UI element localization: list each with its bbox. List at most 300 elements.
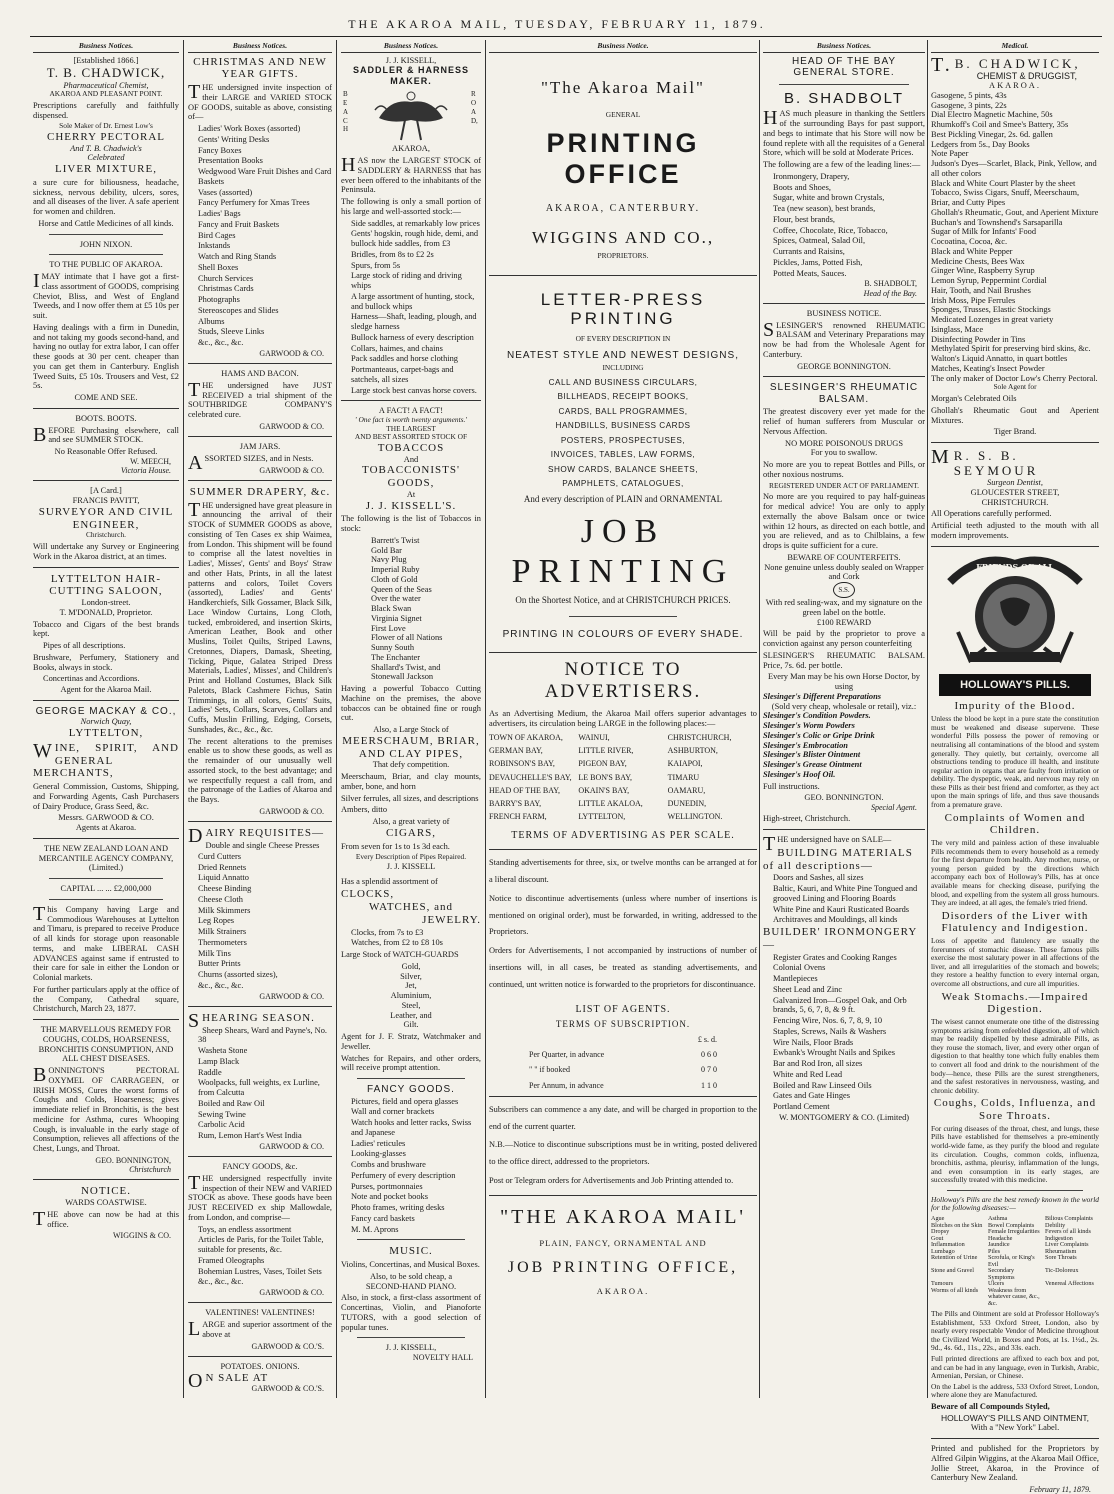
seal-mark (763, 582, 925, 598)
list-item: Wall and corner brackets (351, 1107, 435, 1117)
list-item: Gilt. (403, 1020, 419, 1030)
column-1 (30, 40, 182, 1398)
list-item: Sheep Shears, Ward and Payne's, No. 38 (198, 1025, 328, 1045)
separator (489, 849, 757, 850)
ad-text: HAS much pleasure in thanking the Settlers of the surrounding Bays for past support, and begs to intimate that his Store will now be found replete with all the requisites of a General Store, which will be sold at Moderate Prices. (763, 107, 925, 158)
list-item: Photo frames, writing desks (351, 1203, 445, 1213)
list-item: Churns (assorted sizes), (198, 970, 278, 979)
list-item: Galvanized Iron—Gospel Oak, and Orb brands, 5, 6, 7, 8, & 9 ft. (773, 995, 907, 1015)
ad-heading: COME AND SEE. (74, 393, 138, 403)
list-item: Slesinger's Worm Powders (763, 721, 855, 731)
separator (33, 1019, 179, 1020)
ad-signature: Special Agent. (870, 803, 917, 813)
list-item: Queen of the Seas (371, 584, 432, 594)
disease-name: Scrofula, or King's Evil (988, 1254, 1035, 1268)
ad-text: The following is the list of Tobaccos in stock: (341, 514, 481, 534)
ad-notice (33, 1185, 179, 1240)
list-item: Slesinger's Blister Ointment (763, 750, 861, 760)
column-header: Business Notice. (489, 40, 757, 53)
list-item: Harness—Shaft, leading, plough, and sledge harness (351, 312, 477, 332)
ad-heading: Coughs, Colds, Influenza, and Sore Throats. (933, 1097, 1097, 1123)
list-item: Albums (198, 316, 225, 326)
ad-signature: GARWOOD & CO. (259, 348, 324, 358)
ad-text: Also, a Large Stock of (373, 725, 449, 735)
list-item: Flour, best brands, (773, 214, 836, 224)
ad-heading: J. J. KISSELL'S. (365, 499, 457, 512)
spacer (489, 56, 757, 78)
ad-established: [Established 1866.] (73, 55, 139, 65)
separator (49, 878, 163, 879)
ad-title: GEORGE MACKAY & CO., (35, 705, 177, 717)
ad-signature: GARWOOD & CO. (259, 421, 324, 431)
list-item: A large assortment of hunting, stock, and bullock whips (351, 291, 475, 311)
list-item: Carbolic Acid (198, 1120, 245, 1130)
ad-text: N.B.—Notice to discontinue subscriptions must be in writing, posted delivered to the office direct, addressed to the proprietors. (489, 1140, 757, 1167)
list-item: Rum, Lemon Hart's West India (198, 1131, 302, 1141)
list-item: Steel, (401, 1000, 421, 1010)
ad-fancy-goods-kissell (341, 1084, 481, 1234)
rate-label: Per Quarter, in advance (529, 1049, 605, 1059)
separator (341, 400, 481, 401)
town-name: LE BON'S BAY, (578, 772, 633, 782)
holloway-banner: HOLLOWAY'S PILLS. (939, 674, 1091, 697)
print-service: BILLHEADS, RECEIPT BOOKS, (557, 392, 689, 402)
ad-text: THE above can now be had at this office. (33, 1207, 179, 1230)
ad-text: Unless the blood be kept in a pure state the constitution must be weakened and disease supervene. These wonderful Pills possess the power of removing or neutralising all contaminations of the blood and system generally. They quietly, but certainly, overcome all obstructions tending to produce ill health, and institute regular action in organs that are faulty from irritation or debility. The dyspeptic, weak, and nervous may rely on these Pills as their best friend and comforter, as they act upon the main springs of life, and thus save thousands from a premature grave. (931, 714, 1099, 809)
ad-text: Brushware, Perfumery, Stationery and Books, always in stock. (33, 652, 179, 672)
list-item: Walton's Liquid Annatto, in quart bottles (931, 354, 1068, 364)
list-item: Ironmongery, Drapery, (773, 171, 850, 181)
job-printing-heading: JOB PRINTING (511, 513, 735, 590)
ad-text: Silver ferrules, all sizes, and descriptions (341, 793, 479, 803)
ad-text: Will undertake any Survey or Engineering Work in the Akaroa district, at an times. (33, 542, 179, 561)
ad-title: FANCY GOODS, &c. (222, 1162, 298, 1172)
ad-heading: TO THE PUBLIC OF AKAROA. (49, 260, 163, 270)
list-item: Shell Boxes (198, 262, 239, 272)
print-service: HANDBILLS, BUSINESS CARDS (555, 421, 691, 431)
ad-text: The recent alterations to the premises enable us to show these goods, as well as the remainder of our unusually well assorted stock, to the best advantage; and we respectfully request a call from, and the patronage of the Ladies of Akaroa and the Bays. (188, 736, 332, 805)
list-item: Portland Cement (773, 1102, 830, 1112)
separator (188, 436, 332, 437)
disease-name: Fevers of all kinds (1045, 1228, 1091, 1236)
list-item: Toys, an endless assortment (198, 1224, 292, 1234)
column-header: Business Notices. (188, 40, 332, 53)
separator (33, 1179, 179, 1180)
list-item: Buchan's and Townshend's Sarsaparilla (931, 217, 1063, 227)
ad-text: Prescriptions carefully and faithfully dispensed. (33, 100, 179, 120)
print-service: PAMPHLETS, CATALOGUES, (562, 479, 684, 489)
printing-office-title: PRINTING OFFICE (546, 127, 700, 190)
ad-shearing (188, 1009, 332, 1151)
disease-name: Bilious Complaints (1045, 1215, 1093, 1223)
list-item: Black and White Pepper (931, 246, 1013, 256)
list-item: Jet, (405, 981, 417, 991)
vertical-label: ROAD, (471, 90, 478, 125)
ad-text: SLESINGER'S renowned RHEUMATIC BALSAM and Veterinary Preparations may now be had from the Wholesale Agent for Canterbury. (763, 318, 925, 359)
ad-heading: GLOUCESTER STREET, (970, 487, 1060, 497)
list-item: Milk Tins (198, 948, 231, 958)
separator (33, 480, 179, 481)
ad-heading: LIVER MIXTURE, (55, 163, 157, 176)
list-item: Fancy and Fruit Baskets (198, 219, 280, 229)
ad-text: Violins, Concertinas, and Musical Boxes. (341, 1260, 480, 1270)
ad-text: For curing diseases of the throat, chest, and lungs, these Pills have established for themselves a pre-eminently world-wide fame, as they purify the blood and regulate its circulation. Coughs, common colds, influenza, bronchitis, asthma, pleurisy, inflammation of the lungs, and even consumption in its early stages, are successfully treated with this medicine. (931, 1123, 1099, 1185)
column-header: Business Notices. (341, 40, 481, 53)
list-item: Register Grates and Cooking Ranges (773, 952, 897, 962)
list-item: Boiled and Raw Oil (198, 1098, 265, 1108)
item-list (341, 536, 481, 682)
rate-label: Per Annum, in advance (529, 1080, 604, 1090)
item-list (188, 841, 332, 991)
list-item: Note Paper (931, 149, 969, 159)
list-item: Collars, haimes, and chains (351, 343, 443, 353)
rate-label: " " if booked (529, 1065, 570, 1075)
list-item: Pictures, field and opera glasses (351, 1096, 459, 1106)
ad-clocks (341, 877, 481, 1074)
ad-text: Large Stock of WATCH-GUARDS (341, 950, 459, 960)
list-item: Doors and Sashes, all sizes (773, 873, 864, 883)
ad-text: Pipes of all descriptions. (43, 641, 126, 651)
list-item: Gasogene, 5 pints, 43s (931, 90, 1007, 100)
ad-music (341, 1245, 481, 1362)
list-item: Thermometers (198, 937, 247, 947)
ad-title: SHEARING SEASON. (188, 1009, 315, 1032)
list-item: Sugar of Milk for Infants' Food (931, 227, 1037, 237)
disease-name: Ague (931, 1215, 945, 1223)
list-item: Pack saddles and horse clothing (351, 354, 458, 364)
disease-name: Piles (988, 1247, 1001, 1255)
list-item: Isinglass, Mace (931, 324, 984, 334)
subscription-rates (489, 1035, 757, 1090)
list-item: Potted Meats, Sauces. (773, 268, 847, 278)
ad-text: BEFORE Purchasing elsewhere, call and see SUMMER STOCK. (33, 423, 179, 446)
ad-text: High-street, Christchurch. (763, 814, 851, 824)
ad-signature: GARWOOD & CO. (259, 1288, 324, 1298)
column-header: Business Notices. (763, 40, 925, 53)
ad-text: Will be paid by the proprietor to prove a conviction against any person counterfeiting (763, 629, 925, 649)
separator (357, 1337, 465, 1338)
ad-slesinger (763, 382, 925, 824)
ad-text: This Company having Large and Commodious Warehouses at Lyttelton and Timaru, is prepared to receive Produce of all kinds for storage upon reasonable terms, and make LIBERAL CASH ADVANCES against same if entrusted to their care for sale in either the London or Colonial markets. (33, 902, 179, 983)
list-item: Medicine Chests, Bees Wax (931, 256, 1025, 266)
ad-chadwick-chemist (931, 53, 1099, 437)
list-item: Double and single Cheese Presses (205, 841, 320, 850)
ad-heading: LYTTELTON, (68, 727, 144, 740)
ad-text: Agent for the Akaroa Mail. (60, 685, 152, 695)
ad-heading: WARDS COASTWISE. (65, 1198, 147, 1208)
list-item: Gates and Gate Hinges (773, 1091, 850, 1101)
ad-heading: BEWARE OF COUNTERFEITS. (787, 552, 901, 562)
ad-title: FANCY GOODS. (367, 1084, 455, 1096)
ad-text: Also, to be sold cheap, a (369, 1271, 453, 1281)
disease-name: Female Irregularities (988, 1228, 1040, 1236)
firm-name: WIGGINS AND CO., (531, 228, 715, 248)
list-item: Gasogene, 3 pints, 22s (931, 100, 1007, 110)
ad-text: From seven for 1s to 1s 3d each. (341, 841, 450, 851)
disease-name: Jaundice (988, 1241, 1010, 1249)
ad-text: The Pills and Ointment are sold at Professor Holloway's Establishment, 533 Oxford Street, London, also by nearly every respectable Vendor of Medicine throughout the Civilized World, in Boxes and Pots, at 1s. 1½d., 2s. 9d., 4s. 6d., 11s., 22s., and 33s. each. (931, 1309, 1099, 1353)
ad-text: The wisest cannot enumerate one tithe of the distressing symptoms arising from enfeebled digestion, all of which may be readily dispelled by these admirable Pills, as they rouse the stomach, liver, and every other organ of digestion to that healthy tone which fully enables them to convert all food and drink to the nourishment of the body—hence, these Pills are the surest strengtheners, and the safest restoratives in nervousness, wasting, and chronic debility. (931, 1017, 1099, 1095)
list-item: Combs and brushware (351, 1160, 426, 1170)
ad-heading: MEERSCHAUM, BRIAR, AND CLAY PIPES, (342, 734, 480, 760)
ad-heading: TOBACCONISTS' GOODS, (362, 464, 460, 490)
list-item: Barrett's Twist (371, 535, 420, 545)
ad-text: Notice to discontinue advertisements (unless where number of insertions is mentioned on original order), must be forwarded, in writing, addressed to the Proprietors. (489, 893, 757, 937)
ad-shadbolt (763, 56, 925, 298)
ad-heading: WATCHES, and (368, 901, 454, 914)
ad-text: All Operations carefully performed. (931, 509, 1052, 519)
town-name: WAINUI, (578, 732, 610, 742)
ad-signature: GEO. BONNINGTON. (804, 793, 884, 803)
column-divider (336, 40, 337, 1398)
list-item: Bird Cages (198, 230, 236, 240)
town-name: LYTTELTON, (578, 812, 626, 822)
list-item: Ewbank's Wrought Nails and Spikes (773, 1048, 895, 1058)
list-item: The only maker of Doctor Low's Cherry Pectoral. (931, 373, 1098, 383)
rates-header (529, 1035, 717, 1044)
list-item: Virginia Signet (371, 613, 422, 623)
item-list (763, 172, 925, 279)
ad-text: SLESINGER'S RHEUMATIC BALSAM. Price, 7s. 6d. per bottle. (763, 650, 925, 670)
ad-signature: Victoria House. (120, 466, 171, 476)
list-item: Staples, Screws, Nails & Washers (773, 1026, 887, 1036)
ad-text: BONNINGTON'S PECTORAL OXYMEL OF CARRAGEEN, or IRISH MOSS, Cures the worst forms of Coughs and Colds, Hoarseness; gives immediate relief in Bronchitis, is the best medicine for Asthma, cures Whooping Cough, is invaluable in the early stage of Consumption, relieves all affections of the Chest, Lungs, and Throat. (33, 1064, 179, 1154)
town-name: WELLINGTON. (667, 812, 723, 822)
separator (931, 442, 1099, 443)
masthead (0, 0, 1114, 40)
ad-heading: CHEMIST & DRUGGIST, (976, 70, 1078, 81)
ad-heading: TERMS OF SUBSCRIPTION. (555, 1019, 691, 1030)
ad-text: Clocks, from 7s to £3 (351, 927, 424, 937)
ad-title: VALENTINES! VALENTINES! (205, 1308, 315, 1318)
ad-text: Sole Maker of Dr. Ernest Low's (59, 121, 153, 131)
ad-text: The greatest discovery ever yet made for the relief of human sufferers from Muscular or Nervous Affection. (763, 407, 925, 436)
disease-name: Retention of Urine (931, 1254, 978, 1262)
list-item: Boots and Shoes, (773, 182, 831, 192)
list-item: Leg Ropes (198, 916, 235, 926)
ad-summer-drapery (188, 486, 332, 816)
masthead-rule (30, 36, 1102, 37)
list-item: Sunny South (371, 643, 415, 653)
town-name: KAIAPOI, (667, 759, 703, 769)
disease-name: Asthma (988, 1215, 1008, 1223)
list-item: Fancy Perfumery for Xmas Trees (198, 198, 310, 208)
ad-title: T. B. CHADWICK, (46, 65, 166, 81)
separator (188, 480, 332, 481)
ad-text: No Reasonable Offer Refused. (54, 447, 158, 457)
ad-title: CHRISTMAS AND NEW YEAR GIFTS. (193, 55, 327, 81)
ad-heading: JEWELRY. (422, 913, 481, 926)
list-item: Fencing Wire, Nos. 6, 7, 8, 9, 10 (773, 1016, 883, 1026)
separator (489, 275, 757, 276)
ad-text: For you to swallow. (810, 448, 878, 458)
item-list (763, 953, 925, 1112)
list-item: Methylated Spirit for preserving bird skins, &c. (931, 344, 1091, 354)
separator (33, 567, 179, 568)
list-item: Washeta Stone (198, 1046, 248, 1056)
ad-text: General Commission, Customs, Shipping, and Forwarding Agents, Cash Purchasers of Dairy Produce, Grass Seed, &c. (33, 782, 179, 811)
separator (763, 303, 925, 304)
list-item: Perfumery of every description (351, 1170, 456, 1180)
ad-text: Having a powerful Tobacco Cutting Machine on the premises, the above tobaccos can be obtained fine or rough cut. (341, 684, 481, 723)
separator (49, 234, 163, 235)
list-item: Fancy Boxes (198, 145, 242, 155)
town-name: ROBINSON'S BAY, (489, 759, 555, 769)
separator (49, 254, 163, 255)
ad-text: Celebrated (87, 153, 125, 163)
ad-text: Also, a great variety of (372, 817, 450, 827)
item-list (763, 873, 925, 925)
list-item: White Pine and Kauri Rusticated Boards (773, 904, 910, 914)
list-item: Looking-glasses (351, 1149, 406, 1159)
list-item: Butter Prints (198, 959, 241, 969)
ad-signature: WIGGINS & CO. (113, 1231, 171, 1241)
rate-row (529, 1081, 717, 1090)
list-item: Watch and Ring Stands (198, 252, 277, 262)
letterpress-heading: LETTER-PRESS PRINTING (540, 289, 706, 329)
list-item: Ginger Wine, Raspberry Syrup (931, 266, 1035, 276)
list-item: Architraves and Mouldings, all kinds (773, 915, 898, 925)
item-list (341, 219, 481, 396)
ad-text: Also, in stock, a first-class assortment of Concertinas, Violin, and Pianoforte TUTORS, with a good selection of popular tunes. (341, 1293, 481, 1332)
town-name: LITTLE AKALOA, (578, 799, 643, 809)
rate-value: 0 7 0 (701, 1065, 717, 1075)
ad-text: And T. B. Chadwick's (70, 143, 142, 153)
list-item: Portmanteaus, carpet-bags and satchels, all sizes (351, 365, 454, 384)
list-item: Large stock of riding and driving whips (351, 271, 462, 291)
ad-text: INCLUDING (602, 363, 644, 373)
ad-text: THE undersigned have great pleasure in announcing the arrival of their STOCK of SUMMER GOODS as above, consisting of Ten Cases ex ship Waimea, from London. This shipment will be found to comprise all the latest novelties in Ladies', Misses', Gents' and Boys' Straw and other Hats, Prints, in all the latest patterns and colors, Toilet Covers (assorted), Ladies' and Gents' Handkerchiefs, Silk Gossamer, Black Silk, Lace Window Curtains, Long Cloth, tucked, embroidered, and insertion Skirts, American Leather, Book and other Muslins, Toilet Quilts, Striped Lawns, Cretonnes, Diapers, Damask, Sheeting, Ticking, Pique, Galatea Striped Dress Materials, Ladies', Misses', and Children's Print and Holland Costumes, Black Silk Paletots, Black Cashmere Fichus, Satin Trimmings, in all colors, Gents' Suits, Ladies' Sets, Collars, Scarves, Collars and Cuffs, Muslin Frilling, Edging, Corsets, Sunshades, &c., &c., &c. (188, 498, 332, 734)
item-list (188, 1225, 332, 1288)
ad-text: Norwich Quay, (80, 717, 132, 727)
column-3 (338, 40, 484, 1398)
disease-name: Debility (1045, 1221, 1066, 1229)
ad-heading: SECOND-HAND PIANO. (365, 1281, 457, 1291)
list-item: Side saddles, at remarkably low prices (351, 218, 480, 228)
ad-potatoes (188, 1362, 332, 1394)
print-service: CALL AND BUSINESS CIRCULARS, (548, 377, 698, 387)
list-item: Pickles, Jams, Potted Fish, (773, 257, 863, 267)
list-item: Christmas Cards (198, 284, 254, 294)
vertical-label: BEACH (343, 90, 349, 134)
ad-heading: Beware of all Compounds Styled, (931, 1401, 1050, 1411)
column-5 (760, 40, 928, 1398)
ad-text: (Sold very cheap, wholesale or retail), viz.: (771, 701, 917, 711)
disease-name: Sore Throats (1045, 1254, 1077, 1262)
list-item: Bullock harness of every description (351, 332, 474, 342)
ad-heading: Disorders of the Liver with Flatulency and Indigestion. (941, 909, 1089, 935)
ad-heading: B. SHADBOLT (783, 89, 905, 107)
ad-text: Messrs. GARWOOD & CO. (58, 813, 154, 823)
ad-text: ASSORTED SIZES, and in Nests. (188, 451, 314, 474)
ad-heading: PRINTING IN COLOURS OF EVERY SHADE. (502, 628, 744, 640)
separator (33, 838, 179, 839)
ad-text: Every Description of Pipes Repaired. (355, 852, 467, 862)
ad-signature: GEORGE BONNINGTON. (797, 361, 891, 371)
ad-title: J. J. KISSELL, (385, 55, 437, 65)
list-item: Wedgwood Ware Fruit Dishes and Card Baskets (198, 167, 332, 186)
list-item: Photographs (198, 295, 240, 305)
list-item: Cloth of Gold (371, 574, 418, 584)
disease-name: Lumbago (931, 1247, 955, 1255)
ad-nixon (33, 240, 179, 403)
ad-text: Post or Telegram orders for Advertisements and Job Printing attended to. (489, 1176, 734, 1186)
ad-heading: TERMS OF ADVERTISING AS PER SCALE. (511, 829, 735, 841)
list-item: Slesinger's Hoof Oil. (763, 769, 836, 779)
ad-text: THE undersigned have JUST RECEIVED a trial shipment of the SOUTHBRIDGE COMPANY'S celebrated cure. (188, 378, 332, 420)
list-item: Lemon Syrup, Peppermint Cordial (931, 276, 1047, 286)
ad-heading: Slesinger's Different Preparations (763, 691, 882, 701)
ad-title: A FACT! A FACT! (378, 406, 444, 416)
ad-heading: HOLLOWAY'S PILLS AND OINTMENT, (940, 1412, 1090, 1423)
list-item: &c., &c., &c. (198, 980, 244, 990)
list-item: Raddle (198, 1067, 222, 1077)
list-item: Fancy card baskets (351, 1213, 415, 1223)
saddle-icon (371, 88, 451, 142)
separator (188, 1156, 332, 1157)
ad-label: [A Card.] (90, 486, 122, 496)
ad-title: JAM JARS. (239, 442, 281, 452)
list-item: Liquid Annatto (198, 873, 249, 883)
list-item: Note and pocket books (351, 1192, 428, 1202)
list-item: Studs, Sleeve Links (198, 327, 265, 337)
separator (931, 546, 1099, 547)
list-item: Judson's Dyes—Scarlet, Black, Pink, Yellow, and all other colors (931, 159, 1097, 178)
list-item: Ladies' Bags (198, 209, 241, 219)
column-header: Business Notices. (33, 40, 179, 53)
ad-title: SLESINGER'S RHEUMATIC BALSAM. (769, 382, 919, 405)
ad-chadwick (33, 56, 179, 229)
ad-dairy (188, 827, 332, 1001)
ad-text: Horse and Cattle Medicines of all kinds. (38, 218, 174, 228)
ad-subtitle: AKAROA AND PLEASANT POINT. (49, 89, 163, 99)
emblem-label: FRIENDS OF ALL (976, 561, 1054, 572)
ad-text: Orders for Advertisements, I not accompanied by instructions of number of insertions will, in all cases, be treated as standing advertisements, and continued, unt written notice is forwarded to the proprietors for discontinuance. (489, 946, 757, 989)
separator (931, 1438, 1099, 1439)
ad-heading: CHERRY PECTORAL (47, 130, 165, 143)
ad-kissell-saddler (341, 56, 481, 396)
disease-name: Ulcers (988, 1280, 1005, 1288)
list-item: Curd Cutters (198, 851, 242, 861)
ad-heading: AKAROA, (392, 144, 430, 154)
ad-text: Ghollah's Rheumatic Gout and Aperient Mixtures. (931, 405, 1099, 425)
ad-text: Watches for Repairs, and other orders, will receive prompt attention. (341, 1053, 481, 1073)
imprint-text: Printed and published for the Proprietors by Alfred Gilpin Wiggins, at the Akaroa Mail Office, Jollie Street, Akaroa, in the Province of Canterbury New Zealand. (931, 1444, 1099, 1483)
list-item: The Enchanter (371, 652, 421, 662)
separator (33, 408, 179, 409)
rate-value: 0 6 0 (701, 1049, 717, 1059)
town-name: TIMARU (667, 772, 700, 782)
separator (763, 829, 925, 830)
item-list (188, 1026, 332, 1141)
separator (489, 1195, 757, 1196)
town-name: OAMARU, (667, 785, 706, 795)
disease-name: Gout (931, 1234, 944, 1242)
list-item: Best Pickling Vinegar, 2s. 6d. gallen (931, 129, 1053, 139)
ad-signature: B. SHADBOLT, (864, 279, 917, 289)
ad-text: AND BEST ASSORTED STOCK OF (354, 432, 468, 442)
list-item: Black and White Court Plaster by the sheet (931, 178, 1076, 188)
list-item: Disinfecting Powder in Tins (931, 334, 1026, 344)
ad-text: HAS now the LARGEST STOCK of SADDLERY & HARNESS that has ever been offered to the inhabitants of the Peninsula. (341, 154, 481, 195)
separator (779, 84, 909, 85)
ad-subtitle: Pharmaceutical Chemist, (63, 80, 149, 90)
list-item: Sheet Lead and Zinc (773, 984, 843, 994)
list-item: Woolpacks, full weights, ex Lurline, from Calcutta (198, 1078, 320, 1098)
ad-title: NOTICE. (80, 1185, 132, 1198)
ad-title: THE NEW ZEALAND LOAN AND MERCANTILE AGENCY COMPANY, (38, 843, 174, 863)
list-item: Gold Bar (371, 545, 402, 555)
